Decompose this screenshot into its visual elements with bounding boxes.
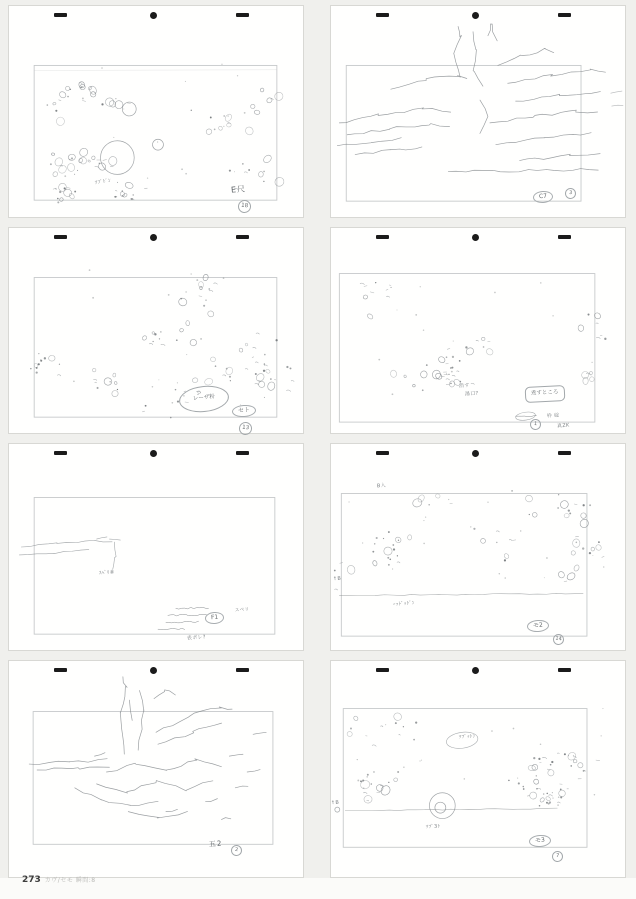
peg-mark-left	[54, 13, 67, 17]
pencil-note: B入	[376, 482, 387, 490]
peg-mark-right	[236, 235, 249, 239]
peg-mark-left	[376, 13, 389, 17]
peg-mark-center	[472, 450, 479, 457]
pencil-note: ｰｯﾄﾞｯﾄﾞﾝ	[392, 600, 415, 608]
genga-sheet-4	[330, 227, 626, 434]
cut-code: モ2	[527, 619, 550, 632]
pencil-sketch	[331, 444, 625, 650]
pencil-note-ellipse: レーザ粉	[178, 383, 230, 414]
peg-mark-center	[472, 234, 479, 241]
pencil-note: スベリ	[234, 607, 250, 614]
peg-mark-left	[376, 668, 389, 672]
genga-sheet-2	[330, 5, 626, 218]
pencil-sketch	[331, 6, 625, 217]
peg-mark-center	[472, 12, 479, 19]
page-number: 273	[22, 875, 41, 885]
circled-number: 18	[237, 199, 251, 213]
peg-mark-center	[150, 12, 157, 19]
pencil-sketch	[331, 228, 625, 433]
peg-mark-left	[54, 668, 67, 672]
peg-mark-center	[472, 667, 479, 674]
peg-mark-left	[376, 235, 389, 239]
circled-number: 13	[238, 421, 252, 435]
pencil-sketch	[9, 661, 303, 877]
peg-mark-right	[236, 13, 249, 17]
pencil-note: ｽﾍﾞﾘ⑧	[98, 569, 115, 577]
peg-mark-right	[558, 13, 571, 17]
peg-mark-left	[54, 235, 67, 239]
genga-sheet-3	[8, 227, 304, 434]
cut-code: C7	[533, 190, 554, 203]
circled-number: 7	[551, 850, 563, 862]
footer-caption: カヴ/セモ 瞬間:8	[44, 877, 96, 884]
genga-sheet-5	[8, 443, 304, 651]
page-footer	[22, 876, 96, 885]
peg-mark-center	[150, 667, 157, 674]
pencil-sketch	[9, 228, 303, 433]
peg-mark-right	[558, 451, 571, 455]
pencil-note: 表ポレ?	[186, 634, 207, 642]
pencil-sketch	[9, 6, 303, 217]
cut-code: セト	[232, 404, 257, 418]
pencil-note: ↑B	[332, 575, 342, 583]
pencil-note: ﾂﾌﾞﾄﾞﾝ	[94, 177, 112, 187]
genga-sheet-8	[330, 660, 626, 878]
genga-sheet-1	[8, 5, 304, 218]
pencil-sketch	[331, 661, 625, 877]
peg-mark-left	[376, 451, 389, 455]
peg-mark-center	[150, 234, 157, 241]
cut-code: 五2	[208, 839, 223, 849]
pencil-note-box: 煮すところ	[525, 385, 565, 403]
circled-number: 3	[564, 187, 576, 199]
peg-mark-center	[150, 450, 157, 457]
peg-mark-right	[236, 451, 249, 455]
cut-code: F1	[205, 611, 225, 624]
genga-sheet-7	[8, 660, 304, 878]
cut-code: モ3	[529, 834, 552, 847]
pencil-note: 湯口?	[464, 390, 479, 398]
pencil-note: 真ZK	[556, 422, 570, 430]
pencil-note: 消す	[458, 382, 470, 390]
peg-mark-right	[558, 235, 571, 239]
circled-number: 1	[529, 418, 541, 430]
genga-sheet-6	[330, 443, 626, 651]
peg-mark-right	[558, 668, 571, 672]
circled-number: 2	[230, 844, 242, 856]
pencil-note: ↑B	[330, 799, 340, 807]
pencil-sketch	[9, 444, 303, 650]
cut-code: E尺	[230, 184, 247, 195]
pencil-note: 枠 碇	[546, 412, 560, 420]
pencil-note: ﾂﾌﾞｯﾄﾝ	[458, 733, 476, 741]
pencil-note: ﾂﾌﾞ3ﾄ	[425, 823, 441, 831]
peg-mark-left	[54, 451, 67, 455]
circled-number: 14	[552, 633, 564, 645]
peg-mark-right	[236, 668, 249, 672]
